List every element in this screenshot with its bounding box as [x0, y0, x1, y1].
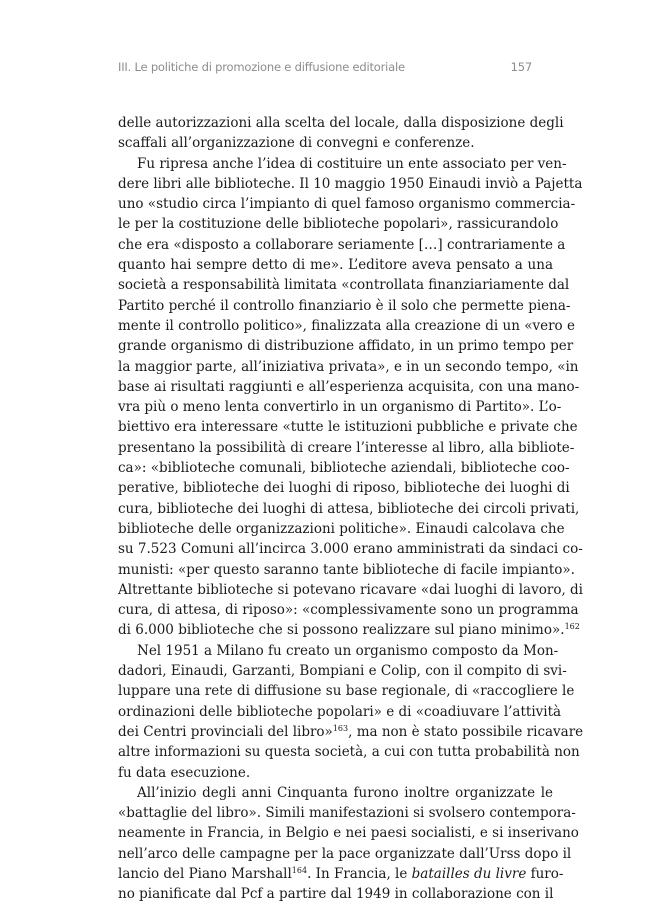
footnote-ref-162[interactable]: 162	[564, 622, 580, 632]
text-fragment: furo-	[526, 865, 564, 882]
text-line: no pianificate dal Pcf a partire dal 1949 in collaborazione con il	[118, 886, 554, 903]
text-fragment: di 6.000 biblioteche che si possono realizzare sul piano minimo»	[118, 622, 561, 639]
text-line: delle autorizzazioni alla scelta del locale, dalla disposizione degli	[118, 115, 564, 131]
text-line: che era «disposto a collaborare seriamente […] contrariamente a	[118, 236, 566, 253]
body-text	[118, 113, 584, 905]
text-line	[118, 864, 564, 884]
page-number: 157	[510, 60, 532, 74]
text-line: presentano la possibilità di creare l’interesse al libro, alla bibliote-	[118, 439, 575, 456]
text-line: munisti: «per questo saranno tante biblioteche di facile impianto».	[118, 561, 575, 578]
text-line: dadori, Einaudi, Garzanti, Bompiani e Colip, con il compito di svi-	[118, 663, 567, 680]
text-line: Fu ripresa anche l’idea di costituire un ente associato per ven-	[137, 155, 567, 172]
footnote-ref-163[interactable]: 163	[332, 723, 349, 733]
text-line: nell’arco delle campagne per la pace organizzate dall’Urss dopo il	[118, 845, 572, 862]
text-line: Nel 1951 a Milano fu creato un organismo composto da Mon-	[137, 642, 559, 659]
text-fragment: lancio del Piano Marshall	[118, 865, 292, 882]
italic-phrase: batailles du livre	[411, 865, 527, 882]
text-fragment: . In Francia, le	[307, 865, 412, 882]
text-line: luppare una rete di diffusione su base regionale, di «raccogliere le	[118, 683, 575, 700]
text-line: cura, biblioteche dei luoghi di attesa, biblioteche dei circoli privati,	[118, 500, 580, 517]
text-line: ca»: «biblioteche comunali, biblioteche aziendali, biblioteche coo-	[118, 460, 570, 477]
text-line: biettivo era interessare «tutte le istituzioni pubbliche e private che	[118, 419, 578, 436]
text-line: la maggior parte, all’iniziativa privata», e in un secondo tempo, «in	[118, 358, 579, 375]
text-line: società a responsabilità limitata «controllata finanziariamente dal	[118, 277, 570, 294]
text-line: Partito perché il controllo finanziario è il solo che permette piena-	[118, 297, 571, 314]
text-line: ordinazioni delle biblioteche popolari» e di «coadiuvare l’attività	[118, 703, 562, 720]
text-line	[118, 620, 580, 640]
text-line: base ai risultati raggiunti e all’esperienza acquisita, con una mano-	[118, 378, 580, 395]
footnote-ref-164[interactable]: 164	[291, 865, 308, 875]
text-line: perative, biblioteche dei luoghi di riposo, biblioteche dei luoghi di	[118, 480, 570, 497]
text-fragment: dei Centri provinciali del libro»	[118, 723, 333, 740]
text-line: uno «studio circa l’impianto di quel famoso organismo commercia-	[118, 196, 576, 213]
text-line	[118, 722, 584, 742]
text-line: grande organismo di distribuzione affidato, in un primo tempo per	[118, 338, 574, 355]
text-line: scaffali all’organizzazione di convegni e conferenze.	[118, 135, 475, 152]
text-line: «battaglie del libro». Simili manifestazioni si svolsero contempora-	[118, 805, 576, 822]
text-line: altre informazioni su questa società, a cui con tutta probabilità non	[118, 744, 580, 761]
text-line: biblioteche delle organizzazioni politiche». Einaudi calcolava che	[118, 520, 565, 537]
text-line: Altrettante biblioteche si potevano ricavare «dai luoghi di lavoro, di	[118, 581, 583, 598]
text-line: mente il controllo politico», finalizzata alla creazione di un «vero e	[118, 317, 575, 334]
text-fragment: , ma non è stato possibile ricavare	[348, 723, 584, 740]
text-line: su 7.523 Comuni all’incirca 3.000 erano amministrati da sindaci co-	[118, 541, 583, 558]
text-line: dere libri alle biblioteche. Il 10 maggio 1950 Einaudi inviò a Pajetta	[118, 175, 583, 192]
text-line: vra più o meno lenta convertirlo in un organismo di Partito». L’o-	[118, 399, 562, 416]
text-line: quanto hai sempre detto di me». L’editore aveva pensato a una	[118, 257, 553, 274]
text-fragment: .	[560, 622, 565, 639]
text-line: neamente in Francia, in Belgio e nei paesi socialisti, e si inserivano	[118, 825, 579, 842]
text-line: All’inizio degli anni Cinquanta furono inoltre organizzate le	[137, 784, 553, 801]
running-title: III. Le politiche di promozione e diffusione editoriale	[118, 60, 405, 74]
text-line: cura, di attesa, di riposo»: «complessivamente sono un programma	[118, 602, 579, 619]
text-line: fu data esecuzione.	[118, 764, 251, 781]
text-line: le per la costituzione delle biblioteche popolari», rassicurandolo	[118, 216, 559, 233]
running-head	[118, 60, 532, 80]
